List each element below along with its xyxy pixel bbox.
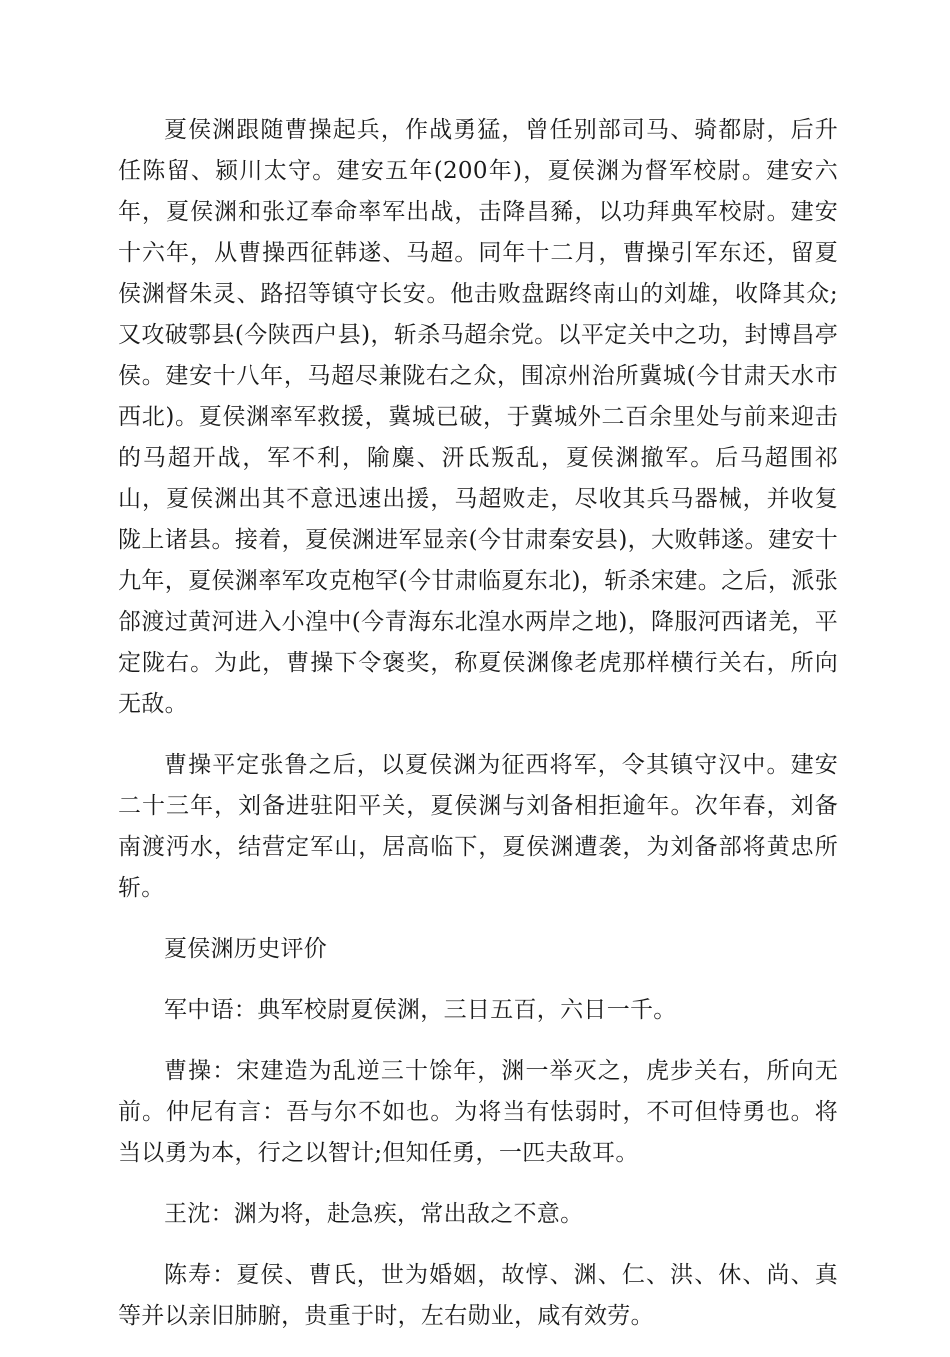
paragraph-cao-cao-comment: 曹操：宋建造为乱逆三十馀年，渊一举灭之，虎步关右，所向无前。仲尼有言：吾与尔不如也。为将当有怯弱时，不可但恃勇也。将当以勇为本，行之以智计;但知任勇，一匹夫敌耳。: [118, 1058, 838, 1166]
paragraph-army-saying: 军中语：典军校尉夏侯渊，三日五百，六日一千。: [164, 997, 677, 1023]
section-heading-evaluation: 夏侯渊历史评价: [164, 936, 328, 962]
document-body: [118, 110, 838, 1357]
paragraph-death: 曹操平定张鲁之后，以夏侯渊为征西将军，令其镇守汉中。建安二十三年，刘备进驻阳平关，夏侯渊与刘备相拒逾年。次年春，刘备南渡沔水，结营定军山，居高临下，夏侯渊遭袭，为刘备部将黄忠所斩。: [118, 752, 838, 901]
paragraph-wang-shen-comment: 王沈：渊为将，赴急疾，常出敌之不意。: [164, 1201, 584, 1227]
paragraph-chen-shou-comment: 陈寿：夏侯、曹氏，世为婚姻，故惇、渊、仁、洪、休、尚、真等并以亲旧肺腑，贵重于时，左右勋业，咸有效劳。: [118, 1262, 838, 1329]
paragraph-biography: 夏侯渊跟随曹操起兵，作战勇猛，曾任别部司马、骑都尉，后升任陈留、颍川太守。建安五年(200年)，夏侯渊为督军校尉。建安六年，夏侯渊和张辽奉命率军出战，击降昌豨，以功拜典军校尉。建安十六年，从曹操西征韩遂、马超。同年十二月，曹操引军东还，留夏侯渊督朱灵、路招等镇守长安。他击败盘踞终南山的刘雄，收降其众;又攻破鄠县(今陕西户县)，斩杀马超余党。以平定关中之功，封博昌亭侯。建安十八年，马超尽兼陇右之众，围凉州治所冀城(今甘肃天水市西北)。夏侯渊率军救援，冀城已破，于冀城外二百余里处与前来迎击的马超开战，军不利，隃麋、汧氐叛乱，夏侯渊撤军。后马超围祁山，夏侯渊出其不意迅速出援，马超败走，尽收其兵马器械，并收复陇上诸县。接着，夏侯渊进军显亲(今甘肃秦安县)，大败韩遂。建安十九年，夏侯渊率军攻克枹罕(今甘肃临夏东北)，斩杀宋建。之后，派张郃渡过黄河进入小湟中(今青海东北湟水两岸之地)，降服河西诸羌，平定陇右。为此，曹操下令褒奖，称夏侯渊像老虎那样横行关右，所向无敌。: [118, 117, 838, 717]
